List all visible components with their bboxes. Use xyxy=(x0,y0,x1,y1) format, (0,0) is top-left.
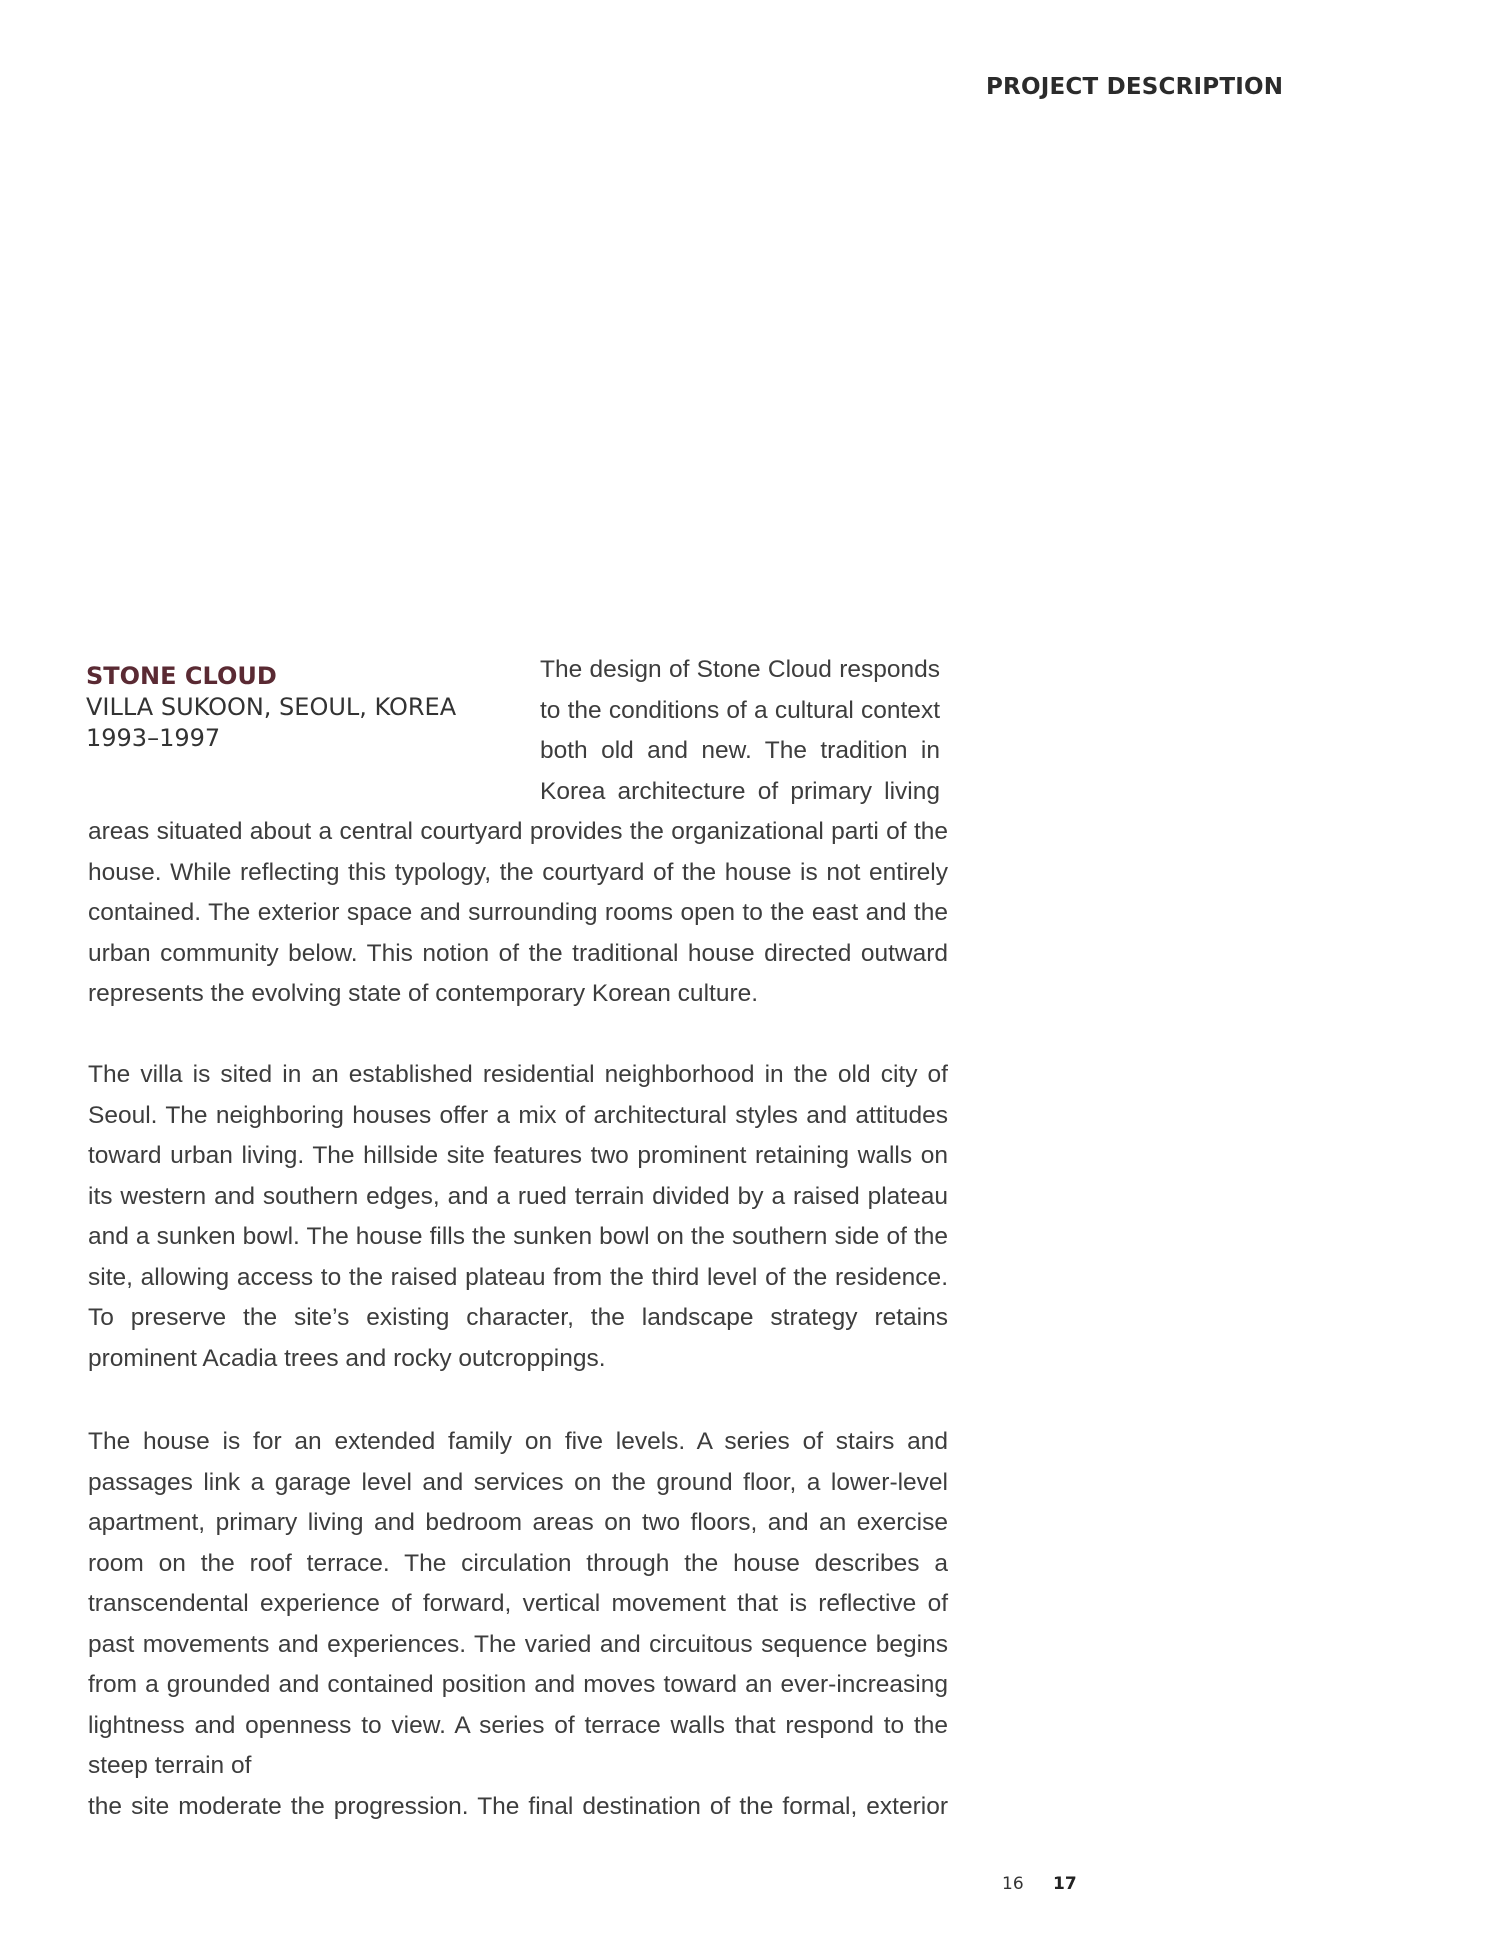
page-number-left: 16 xyxy=(1002,1874,1024,1894)
intro-line: Korea architecture of primary living xyxy=(540,777,940,805)
paragraph-3 xyxy=(88,1422,948,1827)
intro-line: The design of Stone Cloud responds xyxy=(540,656,940,683)
paragraph-3-last-line: the site moderate the progression. The final destination of the formal, exterior xyxy=(88,1792,948,1820)
paragraph-2: The villa is sited in an established residential neighborhood in the old city of Seoul. The neighboring houses offer a mix of architectural styles and attitudes toward urban living. The hillside site features two prominent retaining walls on its western and southern edges, and a rued terrain divided by a raised plateau and a sunken bowl. The house fills the sunken bowl on the southern side of the site, allowing access to the raised plateau from the third level of the residence. To preserve the site’s existing character, the landscape strategy retains prominent Acadia trees and rocky outcroppings. xyxy=(88,1061,948,1372)
project-location: VILLA SUKOON, SEOUL, KOREA xyxy=(86,693,457,721)
intro-line: to the conditions of a cultural context xyxy=(540,696,940,724)
intro-line: both old and new. The tradition in xyxy=(540,737,940,764)
paragraph-3-text: The house is for an extended family on five levels. A series of stairs and passages link a garage level and services on the ground floor, a lower-level apartment, primary living and bedroom areas on two floors, and an exercise room on the roof terrace. The circulation through the house describes a transcendental experience of forward, vertical movement that is reflective of past movements and experiences. The varied and circuitous sequence begins from a grounded and contained position and moves toward an ever-increasing lightness and openness to view. A series of terrace walls that respond to the steep terrain of xyxy=(88,1428,948,1779)
section-label: PROJECT DESCRIPTION xyxy=(986,74,1284,100)
intro-paragraph xyxy=(540,650,940,812)
page-number-right: 17 xyxy=(1053,1874,1077,1894)
project-years: 1993–1997 xyxy=(86,724,221,752)
project-title: STONE CLOUD xyxy=(86,662,277,690)
page-numbers xyxy=(1002,1874,1077,1894)
project-header xyxy=(86,660,486,754)
paragraph-1-continued: areas situated about a central courtyard provides the organizational parti of the house. While reflecting this typology, the courtyard of the house is not entirely contained. The exterior space and surrounding rooms open to the east and the urban community below. This notion of the traditional house directed outward represents the evolving state of contemporary Korean culture. xyxy=(88,818,948,1007)
